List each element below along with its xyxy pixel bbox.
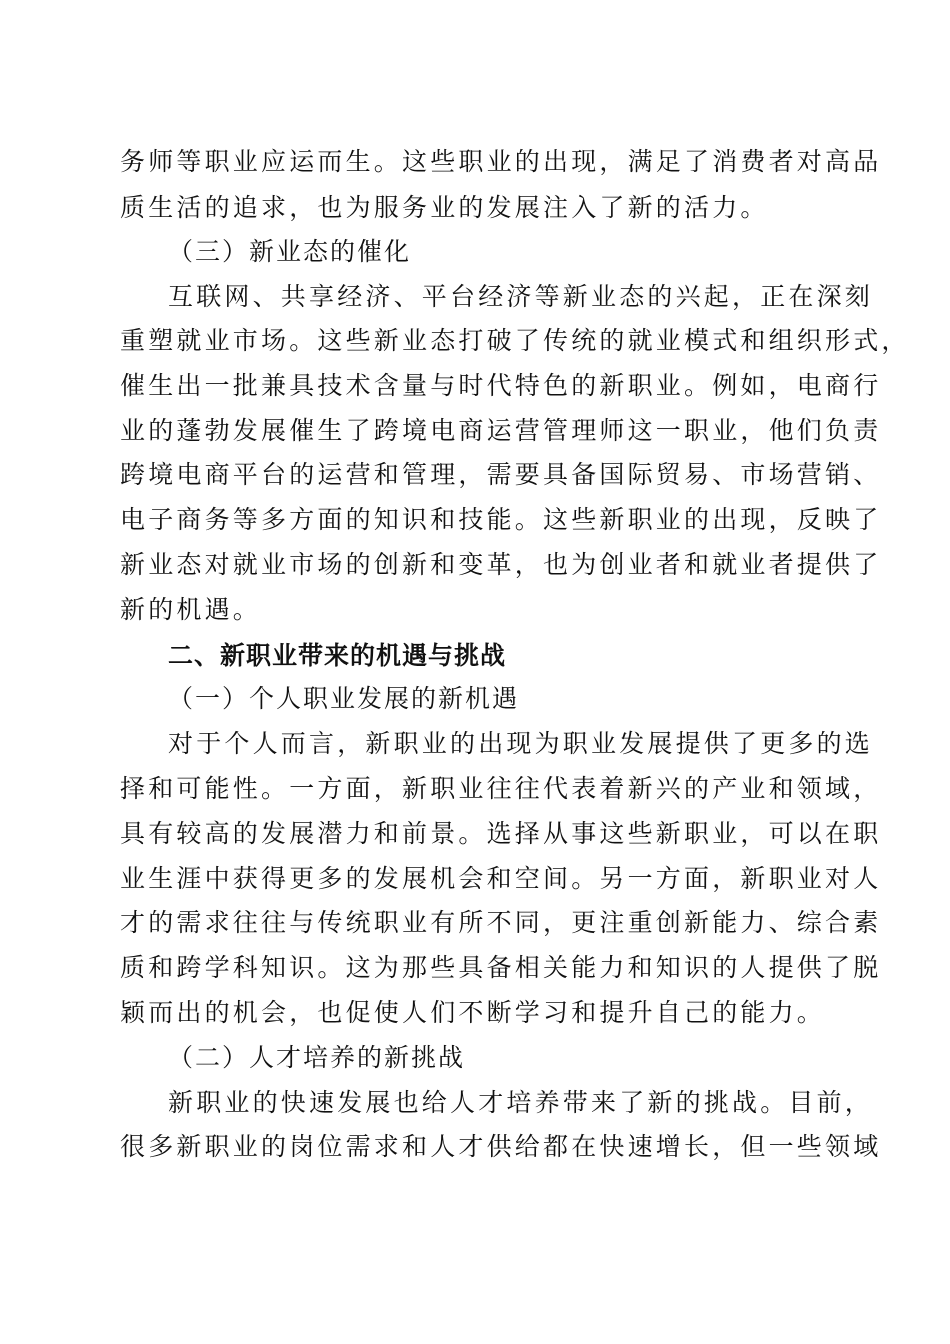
section-heading-opportunities-challenges: 二、新职业带来的机遇与挑战 xyxy=(168,641,507,670)
subheading-personal-career: （一）个人职业发展的新机遇 xyxy=(168,684,520,713)
paragraph-line: 重塑就业市场。这些新业态打破了传统的就业模式和组织形式， xyxy=(120,326,910,355)
paragraph-line: 择和可能性。一方面，新职业往往代表着新兴的产业和领域， xyxy=(120,774,882,803)
subheading-new-business-forms: （三）新业态的催化 xyxy=(168,237,412,266)
paragraph-line: 很多新职业的岗位需求和人才供给都在快速增长，但一些领域 xyxy=(120,1132,882,1161)
paragraph-line: 业生涯中获得更多的发展机会和空间。另一方面，新职业对人 xyxy=(120,864,882,893)
paragraph-line: 电子商务等多方面的知识和技能。这些新职业的出现，反映了 xyxy=(120,505,882,534)
subheading-talent-training: （二）人才培养的新挑战 xyxy=(168,1043,466,1072)
paragraph-line: 颖而出的机会，也促使人们不断学习和提升自己的能力。 xyxy=(120,998,826,1027)
paragraph-line: 具有较高的发展潜力和前景。选择从事这些新职业，可以在职 xyxy=(120,819,882,848)
paragraph-line: 才的需求往往与传统职业有所不同，更注重创新能力、综合素 xyxy=(120,908,882,937)
paragraph-line: 跨境电商平台的运营和管理，需要具备国际贸易、市场营销、 xyxy=(120,460,882,489)
paragraph-line: 质和跨学科知识。这为那些具备相关能力和知识的人提供了脱 xyxy=(120,953,882,982)
paragraph-line: 新业态对就业市场的创新和变革，也为创业者和就业者提供了 xyxy=(120,550,882,579)
paragraph-line: 新的机遇。 xyxy=(120,595,262,624)
paragraph-line: 催生出一批兼具技术含量与时代特色的新职业。例如，电商行 xyxy=(120,371,882,400)
paragraph-line: 新职业的快速发展也给人才培养带来了新的挑战。目前， xyxy=(168,1088,874,1117)
paragraph-line: 互联网、共享经济、平台经济等新业态的兴起，正在深刻 xyxy=(168,282,874,311)
paragraph-line: 业的蓬勃发展催生了跨境电商运营管理师这一职业，他们负责 xyxy=(120,416,882,445)
paragraph-line: 对于个人而言，新职业的出现为职业发展提供了更多的选 xyxy=(168,729,874,758)
paragraph-line: 务师等职业应运而生。这些职业的出现，满足了消费者对高品 xyxy=(120,147,882,176)
paragraph-line: 质生活的追求，也为服务业的发展注入了新的活力。 xyxy=(120,193,769,222)
